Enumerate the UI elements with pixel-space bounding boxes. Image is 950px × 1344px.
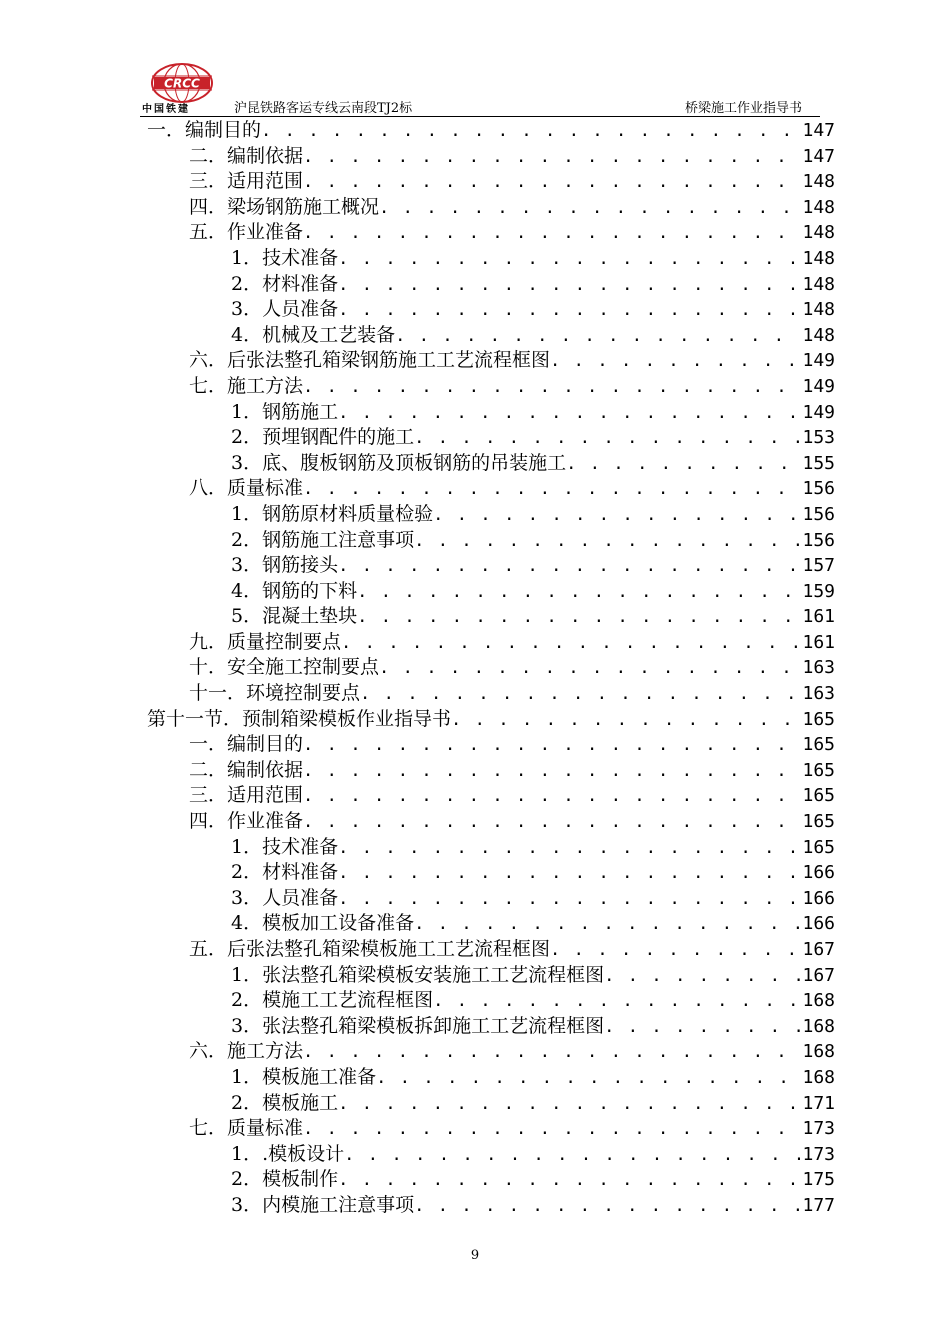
toc-entry-page: 161 [802, 606, 835, 628]
toc-dot-leader [338, 298, 800, 323]
toc-entry[interactable] [147, 297, 835, 323]
toc-entry[interactable] [147, 169, 835, 195]
toc-entry-page: 155 [802, 452, 835, 474]
toc-entry-page: 166 [802, 887, 835, 909]
toc-dot-leader [338, 861, 800, 886]
toc-dot-leader [414, 912, 800, 937]
toc-dot-leader [414, 1194, 800, 1219]
toc-dot-leader [303, 170, 800, 195]
toc-entry[interactable] [147, 323, 835, 349]
toc-entry-title: 九．质量控制要点 [189, 630, 342, 653]
toc-entry-page: 159 [802, 580, 835, 602]
toc-entry[interactable] [147, 1193, 835, 1219]
toc-entry-title: 1．钢筋原材料质量检验 [231, 502, 434, 525]
toc-entry-title: 2．材料准备 [231, 861, 339, 884]
toc-entry-title: 3．人员准备 [231, 298, 339, 321]
toc-dot-leader [379, 656, 800, 681]
toc-entry-page: 165 [802, 734, 835, 756]
toc-dot-leader [344, 1143, 800, 1168]
toc-dot-leader [360, 682, 800, 707]
toc-entry-page: 148 [802, 196, 835, 218]
toc-dot-leader [338, 1092, 800, 1117]
toc-entry-title: 1．钢筋施工 [231, 400, 339, 423]
toc-entry-title: 第十一节．预制箱梁模板作业指导书 [147, 707, 452, 730]
toc-entry[interactable] [147, 758, 835, 784]
toc-entry-page: 149 [802, 350, 835, 372]
toc-entry-page: 168 [802, 1066, 835, 1088]
toc-entry[interactable] [147, 604, 835, 630]
toc-entry-title: 1．.模板设计 [231, 1142, 345, 1165]
toc-entry-page: 161 [802, 631, 835, 653]
toc-dot-leader [338, 836, 800, 861]
toc-dot-leader [303, 375, 800, 400]
toc-entry[interactable] [147, 579, 835, 605]
toc-dot-leader [338, 554, 800, 579]
toc-dot-leader [451, 708, 800, 733]
toc-dot-leader [303, 477, 800, 502]
toc-dot-leader [303, 733, 800, 758]
toc-dot-leader [433, 989, 800, 1014]
toc-entry-title: 六．后张法整孔箱梁钢筋施工工艺流程框图 [189, 349, 551, 372]
toc-entry[interactable] [147, 1039, 835, 1065]
toc-entry-page: 163 [802, 657, 835, 679]
toc-entry-title: 一．编制目的 [147, 119, 262, 141]
toc-entry-page: 156 [802, 478, 835, 500]
toc-dot-leader [357, 605, 800, 630]
toc-entry[interactable] [147, 707, 835, 733]
toc-entry[interactable] [147, 860, 835, 886]
toc-entry[interactable] [147, 1142, 835, 1168]
toc-dot-leader [357, 580, 800, 605]
toc-dot-leader [414, 426, 800, 451]
toc-entry-title: 四．梁场钢筋施工概况 [189, 195, 380, 218]
toc-entry-title: 三．适用范围 [189, 784, 304, 807]
toc-dot-leader [303, 810, 800, 835]
toc-dot-leader [303, 759, 800, 784]
toc-entry-title: 4．模板加工设备准备 [231, 912, 415, 935]
toc-entry-title: 3．内模施工注意事项 [231, 1193, 415, 1216]
toc-entry-title: 十．安全施工控制要点 [189, 656, 380, 679]
toc-dot-leader [604, 1015, 800, 1040]
toc-entry-title: 2．模板施工 [231, 1091, 339, 1114]
toc-entry[interactable] [147, 655, 835, 681]
toc-entry[interactable] [147, 528, 835, 554]
toc-entry-title: 2．钢筋施工注意事项 [231, 528, 415, 551]
toc-entry-title: 2．材料准备 [231, 272, 339, 295]
toc-entry-page: 153 [802, 427, 835, 449]
toc-entry-page: 163 [802, 683, 835, 705]
toc-dot-leader [261, 119, 800, 144]
toc-entry-page: 149 [802, 375, 835, 397]
crcc-logo [140, 62, 236, 114]
toc-entry-page: 148 [802, 299, 835, 321]
toc-entry-title: 七．质量标准 [189, 1117, 304, 1140]
toc-entry-title: 八．质量标准 [189, 477, 304, 500]
toc-dot-leader [338, 273, 800, 298]
toc-entry[interactable] [147, 911, 835, 937]
toc-dot-leader [338, 887, 800, 912]
header-divider [140, 116, 820, 117]
toc-entry-title: 五．后张法整孔箱梁模板施工工艺流程框图 [189, 938, 551, 960]
toc-entry-page: 168 [802, 1041, 835, 1063]
toc-entry[interactable] [147, 246, 835, 272]
logo-caption: 中国铁建 [142, 104, 190, 114]
toc-dot-leader [303, 1040, 800, 1065]
toc-dot-leader [379, 196, 800, 221]
toc-entry[interactable] [147, 1116, 835, 1142]
toc-entry-page: 166 [802, 913, 835, 935]
toc-entry-page: 165 [802, 836, 835, 858]
toc-entry[interactable] [147, 783, 835, 809]
toc-entry[interactable] [147, 886, 835, 912]
toc-dot-leader [433, 503, 800, 528]
document-title: 桥梁施工作业指导书 [684, 101, 802, 116]
toc-entry[interactable] [147, 451, 835, 477]
toc-entry[interactable] [147, 374, 835, 400]
toc-entry-page: 171 [802, 1092, 835, 1114]
toc-entry-page: 149 [802, 401, 835, 423]
toc-dot-leader [566, 452, 800, 477]
toc-entry-page: 177 [802, 1194, 835, 1216]
page-number: 9 [470, 1248, 480, 1263]
toc-entry-page: 147 [802, 120, 835, 141]
toc-entry-page: 175 [802, 1169, 835, 1191]
toc-entry-title: 一．编制目的 [189, 733, 304, 756]
toc-entry-title: 五．作业准备 [189, 221, 304, 244]
toc-entry-page: 148 [802, 222, 835, 244]
toc-entry[interactable] [147, 400, 835, 426]
toc-entry-title: 1．张法整孔箱梁模板安装施工工艺流程框图 [231, 963, 605, 986]
toc-entry-page: 165 [802, 785, 835, 807]
toc-entry-title: 1．技术准备 [231, 835, 339, 858]
project-title: 沪昆铁路客运专线云南段TJ2标 [234, 101, 413, 116]
page-header [140, 62, 820, 120]
toc-entry-page: 157 [802, 555, 835, 577]
toc-entry-title: 4．钢筋的下料 [231, 579, 358, 602]
toc-entry-title: 3．底、腹板钢筋及顶板钢筋的吊装施工 [231, 451, 567, 474]
toc-dot-leader [303, 221, 800, 246]
toc-entry[interactable] [147, 118, 835, 144]
toc-entry[interactable] [147, 502, 835, 528]
toc-entry-title: 3．张法整孔箱梁模板拆卸施工工艺流程框图 [231, 1014, 605, 1037]
toc-entry-page: 166 [802, 862, 835, 884]
toc-dot-leader [395, 324, 800, 349]
toc-dot-leader [341, 631, 800, 656]
toc-entry-page: 168 [802, 1015, 835, 1037]
toc-entry[interactable] [147, 630, 835, 656]
toc-entry-page: 173 [802, 1143, 835, 1165]
toc-entry[interactable] [147, 195, 835, 221]
toc-entry[interactable] [147, 835, 835, 861]
toc-dot-leader [414, 529, 800, 554]
toc-entry-title: 4．机械及工艺装备 [231, 323, 396, 346]
toc-entry-page: 165 [802, 759, 835, 781]
toc-entry-title: 六．施工方法 [189, 1040, 304, 1063]
toc-entry-page: 173 [802, 1118, 835, 1140]
toc-entry-title: 七．施工方法 [189, 374, 304, 397]
toc-entry[interactable] [147, 1091, 835, 1117]
toc-entry[interactable] [147, 553, 835, 579]
toc-entry-title: 5．混凝土垫块 [231, 605, 358, 628]
toc-entry[interactable] [147, 144, 835, 170]
toc-entry-title: 十一．环境控制要点 [189, 682, 361, 705]
toc-entry[interactable] [147, 425, 835, 451]
toc-dot-leader [303, 784, 800, 809]
toc-entry[interactable] [147, 937, 835, 963]
toc-entry[interactable] [147, 1065, 835, 1091]
toc-entry-page: 156 [802, 503, 835, 525]
toc-entry-page: 167 [802, 939, 835, 960]
toc-entry-title: 二．编制依据 [189, 144, 304, 167]
table-of-contents [147, 118, 835, 1219]
toc-entry-page: 148 [802, 247, 835, 269]
toc-entry-title: 二．编制依据 [189, 758, 304, 781]
toc-entry-page: 165 [802, 811, 835, 833]
toc-entry[interactable] [147, 220, 835, 246]
toc-entry-page: 148 [802, 273, 835, 295]
toc-dot-leader [303, 145, 800, 170]
toc-entry-title: 1．技术准备 [231, 246, 339, 269]
toc-entry-title: 三．适用范围 [189, 170, 304, 193]
toc-entry-title: 1．模板施工准备 [231, 1065, 377, 1088]
toc-entry-title: 四．作业准备 [189, 810, 304, 833]
toc-dot-leader [338, 1168, 800, 1193]
toc-dot-leader [550, 938, 800, 963]
toc-entry-title: 3．钢筋接头 [231, 554, 339, 577]
toc-entry[interactable] [147, 348, 835, 374]
toc-entry-page: 156 [802, 529, 835, 551]
toc-dot-leader [338, 247, 800, 272]
logo-text: CRCC [164, 76, 200, 91]
toc-entry[interactable] [147, 732, 835, 758]
toc-entry-title: 2．预埋钢配件的施工 [231, 426, 415, 449]
toc-dot-leader [376, 1066, 800, 1091]
toc-dot-leader [303, 1117, 800, 1142]
toc-entry-page: 165 [802, 708, 835, 730]
toc-entry-page: 168 [802, 990, 835, 1012]
toc-dot-leader [604, 964, 800, 989]
toc-entry[interactable] [147, 988, 835, 1014]
toc-entry-title: 3．人员准备 [231, 886, 339, 909]
toc-entry[interactable] [147, 1167, 835, 1193]
toc-entry[interactable] [147, 681, 835, 707]
toc-entry[interactable] [147, 1014, 835, 1040]
toc-dot-leader [550, 349, 800, 374]
toc-entry[interactable] [147, 963, 835, 989]
toc-entry-title: 2．模施工工艺流程框图 [231, 989, 434, 1012]
toc-entry[interactable] [147, 476, 835, 502]
toc-entry-page: 147 [802, 145, 835, 167]
toc-entry-page: 167 [802, 964, 835, 986]
toc-entry[interactable] [147, 272, 835, 298]
toc-dot-leader [338, 401, 800, 426]
toc-entry-page: 148 [802, 324, 835, 346]
toc-entry-title: 2．模板制作 [231, 1168, 339, 1191]
toc-entry-page: 148 [802, 171, 835, 193]
toc-entry[interactable] [147, 809, 835, 835]
